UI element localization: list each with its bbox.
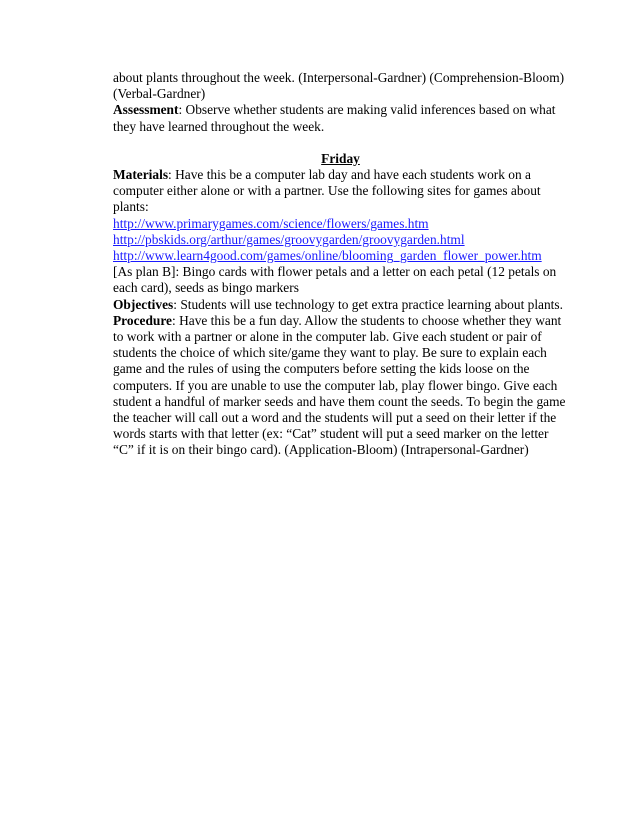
assessment-paragraph (113, 102, 568, 134)
procedure-paragraph (113, 313, 568, 459)
link-pbskids[interactable]: http://pbskids.org/arthur/games/groovygarden/groovygarden.html (113, 231, 465, 247)
procedure-text: : Have this be a fun day. Allow the students to choose whether they want to work with a partner or alone in the computer lab. Give each student or pair of students the choice of which site/game they want to play. Be sure to explain each game and the rules of using the computers before setting the kids loose on the computers. If you are unable to use the computer lab, play flower bingo. Give each student a handful of marker seeds and have them count the seeds. To begin the game the teacher will call out a word and the students will put a seed on their letter if the words starts with that letter (ex: “Cat” student will put a seed marker on the letter “C” if it is on their bingo card). (Application-Bloom) (Intrapersonal-Gardner) (113, 312, 566, 458)
materials-paragraph (113, 167, 568, 216)
plan-b-paragraph: [As plan B]: Bingo cards with flower petals and a letter on each petal (12 petals on each card), seeds as bingo markers (113, 264, 557, 296)
assessment-text: : Observe whether students are making valid inferences based on what they have learned throughout the week. (113, 102, 556, 134)
assessment-label: Assessment (113, 102, 179, 118)
link-primarygames[interactable]: http://www.primarygames.com/science/flowers/games.htm (113, 215, 429, 231)
objectives-paragraph (113, 297, 568, 313)
link-learn4good[interactable]: http://www.learn4good.com/games/online/blooming_garden_flower_power.htm (113, 248, 542, 264)
objectives-text: : Students will use technology to get extra practice learning about plants. (173, 296, 563, 312)
objectives-label: Objectives (113, 296, 174, 312)
procedure-label: Procedure (113, 312, 173, 328)
intro-paragraph: about plants throughout the week. (Interpersonal-Gardner) (Comprehension-Bloom) (Verbal-Gardner) (113, 70, 565, 102)
document-page (113, 70, 568, 459)
materials-text: : Have this be a computer lab day and have each students work on a computer either alone or with a partner. Use the following sites for games about plants: (113, 167, 541, 215)
section-heading-friday: Friday (321, 150, 360, 166)
materials-label: Materials (113, 167, 169, 183)
